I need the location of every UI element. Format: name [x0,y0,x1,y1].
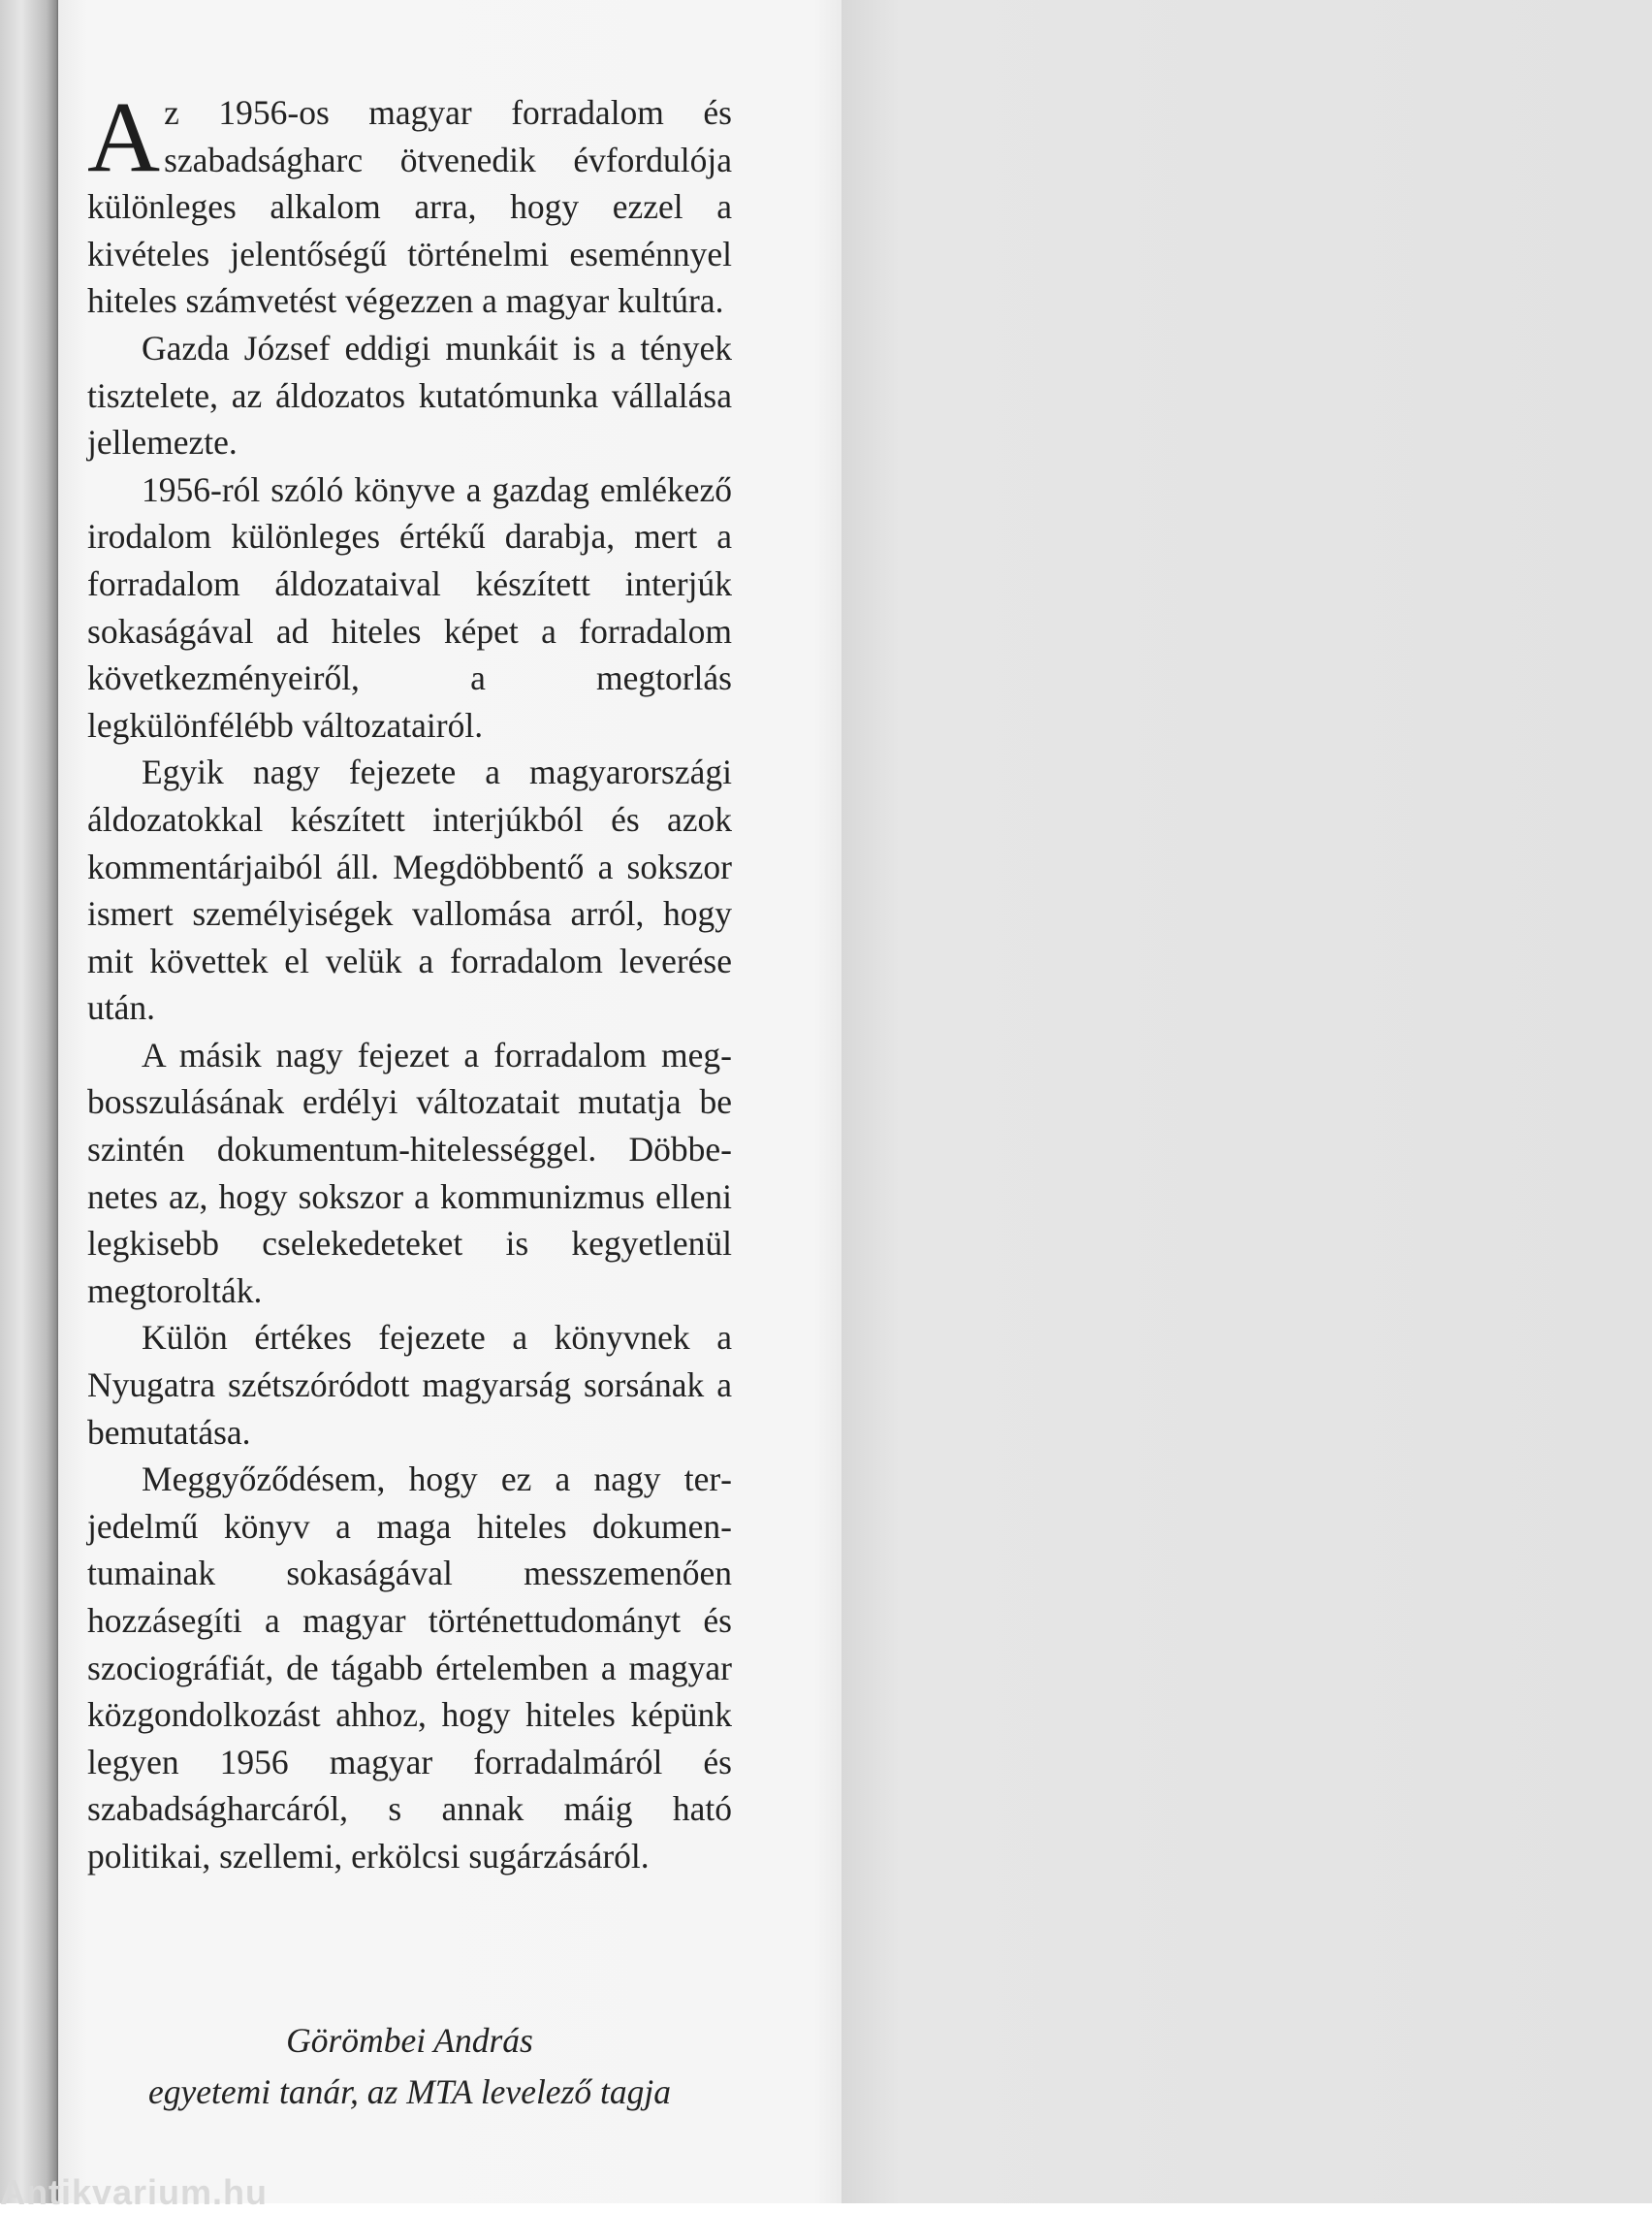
paragraph-6: Külön értékes fejezete a könyvnek a Nyugatra szétszóródott magyarság sorsának a bemutatása. [87,1318,732,1452]
paragraph-1 [87,81,732,325]
paragraph-1-text: z 1956-os magyar forradalom és szabadságharc ötvenedik évfordulója különleges alkalom arra, hogy ezzel a kivételes jelentőségű történelmi eseménnyel hiteles számvetést végezzen a magyar kultúra. [87,93,732,321]
signature-title: egyetemi tanár, az MTA levelező tagja [148,2072,671,2111]
background-surface [842,0,1652,2203]
paragraph-4: Egyik nagy fejezete a magyarországi áldozatokkal készített interjúkból és azok kommentárjaiból áll. Megdöbbentő a sokszor ismert személyiségek vallomása arról, hogy mit követtek el velük a forradalom leverése után. [87,753,732,1028]
paragraph-2: Gazda József eddigi munkáit is a tények tisztelete, az áldozatos kutatómunka vállalása jellemezte. [87,328,732,463]
paragraph-5: A másik nagy fejezet a forradalom megbosszulásának erdélyi változatait mutatja be szintén dokumentum-hitelességgel. Döbbenetes az, hogy sokszor a kommunizmus elleni legkisebb cselekedeteket is kegyetlenül megtorolták. [87,1035,732,1310]
drop-cap: A [87,81,161,193]
paragraph-7: Meggyőződésem, hogy ez a nagy terjedelmű könyv a maga hiteles dokumentumainak sokaságával messzemenően hozzásegíti a magyar történettudományt és szociográfiát, de tágabb értelemben a magyar közgondolkozást ahhoz, hogy hiteles képünk legyen 1956 magyar forradalmáról és szabadságharcáról, s annak máig ható politikai, szellemi, erkölcsi sugárzásáról. [87,1459,732,1876]
book-spine [0,0,58,2203]
signature-name: Görömbei András [286,2021,533,2060]
body-text [87,81,732,1880]
watermark: Antikvarium.hu [0,2172,269,2212]
paragraph-3: 1956-ról szóló könyve a gazdag emlékező irodalom különleges értékű darabja, mert a forradalom áldozataival készített interjúk sokaságával ad hiteles képet a forradalom következményeiről, a megtorlás legkülönfélébb változatairól. [87,469,732,745]
